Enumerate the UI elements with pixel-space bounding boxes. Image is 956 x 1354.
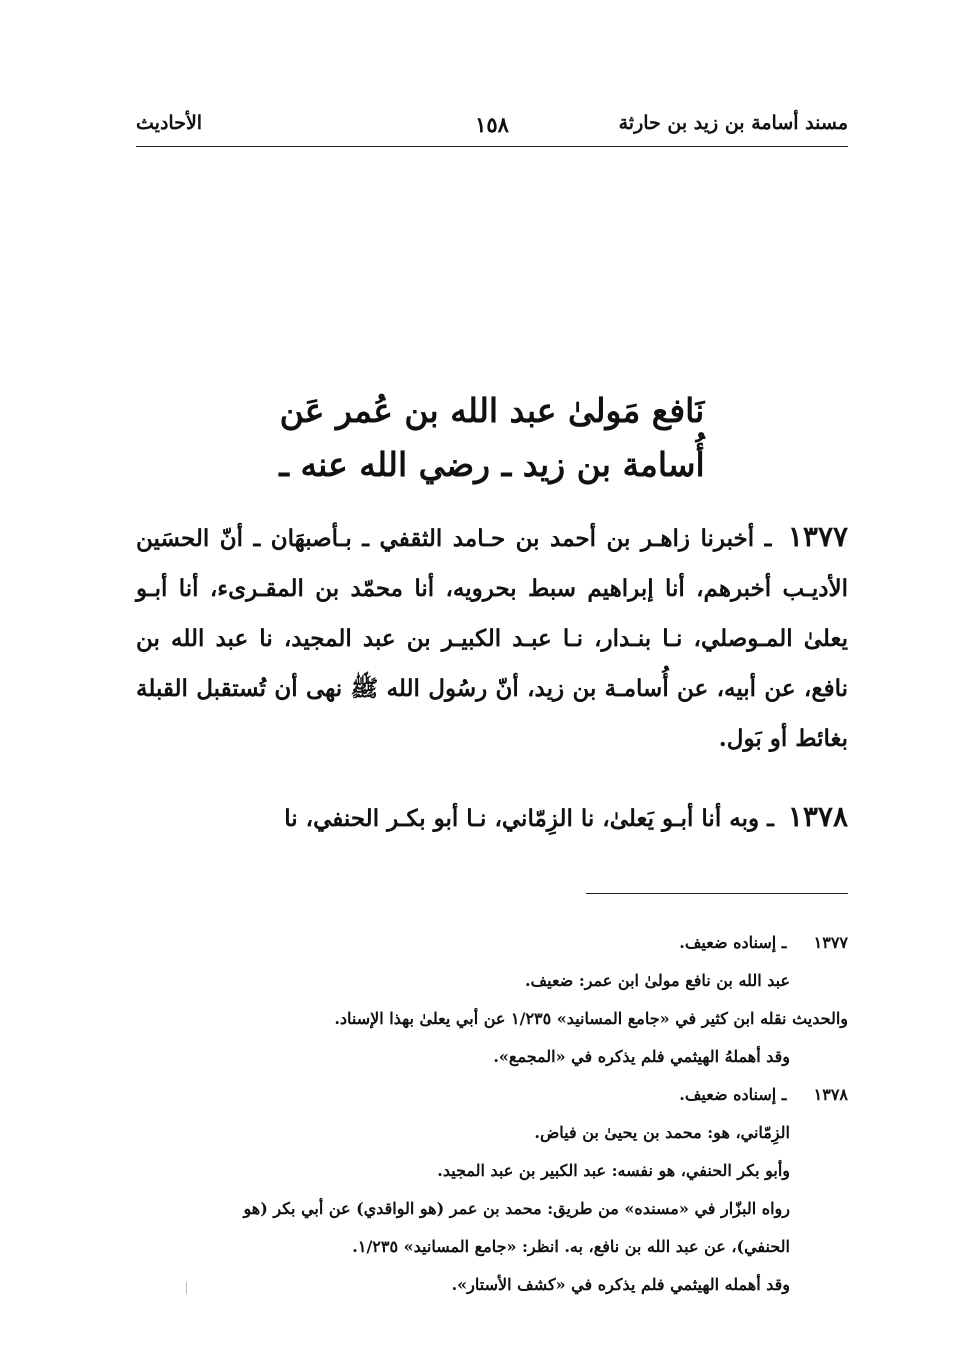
hadith-1378	[136, 792, 848, 844]
chapter-title-line-1: نَافع مَولىٰ عبد الله بن عُمر عَن	[279, 391, 705, 430]
footnote-line: عبد الله بن نافع مولىٰ ابن عمر: ضعيف.	[524, 971, 790, 990]
scan-mark	[186, 1282, 187, 1294]
footnote-head-text: ـ إسناده ضعيف.	[679, 1085, 787, 1104]
chapter-title-line-2: أُسامة بن زيد ـ رضي الله عنه ـ	[279, 445, 705, 484]
footnote-number: ١٣٧٧	[813, 933, 848, 952]
footnote-line: الزِمّاني، هو: محمد بن يحيىٰ بن فياض.	[534, 1123, 790, 1142]
running-head	[136, 112, 848, 146]
footnote-1377-head	[136, 924, 848, 962]
hadith-text: ـ أخبرنا زاهـر بن أحمد بن حـامد الثقفي ـ بـأصبهَان ـ أنّ الحسَين الأديـب أخبرهم، أنا إبراهيم سبط بحرويه، أنا محمّد بن المقـرىء، أنا أبـو يعلىٰ المـوصلي، نـا بنـدار، نـا عبـد الكبيـر بن عبد المجيد، نا عبد الله بن نافع، عن أبيه، عن أُسامـة بن زيد، أنّ رسُول الله ﷺ نهى أن تُستقبل القبلة بغائط أو بَول.	[136, 525, 848, 752]
footnote-line: رواه البزّار في «مسنده» من طريق: محمد بن عمر (هو الواقدي) عن أبي بكر (هو	[243, 1199, 790, 1218]
footnote-line: الحنفي)، عن عبد الله بن نافع، به. انظر: «جامع المسانيد» ١/٢٣٥.	[352, 1237, 790, 1256]
footnote-line: وقد أهمله الهيثمي فلم يذكره في «كشف الأستار».	[451, 1275, 790, 1294]
hadith-1377	[136, 512, 848, 764]
footnote-1378-head	[136, 1076, 848, 1114]
footnote-rule	[586, 893, 848, 894]
footnote-head-text: ـ إسناده ضعيف.	[679, 933, 787, 952]
header-rule	[136, 146, 848, 147]
chapter-title	[136, 384, 848, 492]
hadith-number: ١٣٧٧	[787, 520, 849, 553]
running-head-title: مسند أسامة بن زيد بن حارثة	[618, 112, 848, 134]
footnote-line: وقد أهملهُ الهيثمي فلم يذكره في «المجمع».	[493, 1047, 790, 1066]
running-head-section: الأحاديث	[136, 112, 203, 134]
footnote-line: وأبو بكر الحنفي، هو نفسه: عبد الكبير بن عبد المجيد.	[437, 1161, 790, 1180]
hadith-text: ـ وبه أنا أبـو يَعلىٰ، نا الزِمّاني، نـا أبو بكـر الحنفي، نا	[284, 805, 774, 832]
hadith-number: ١٣٧٨	[787, 800, 848, 833]
footnote-line: والحديث نقله ابن كثير في «جامع المسانيد» ١/٢٣٥ عن أبي يعلىٰ بهذا الإسناد.	[334, 1009, 848, 1028]
footnotes	[136, 924, 848, 1304]
page-number: ١٥٨	[475, 112, 509, 137]
footnote-number: ١٣٧٨	[813, 1085, 848, 1104]
